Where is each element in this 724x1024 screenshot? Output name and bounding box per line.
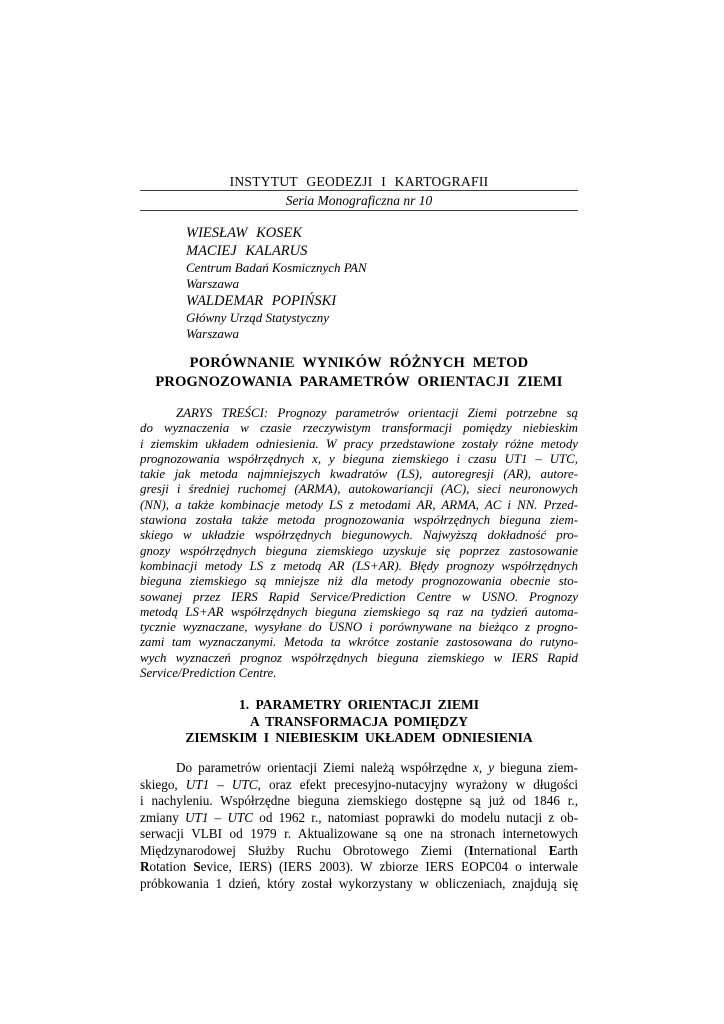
author-affiliation: Centrum Badań Kosmicznych PAN	[186, 260, 367, 275]
text-segment: ZIEMSKIM I NIEBIESKIM UKŁADEM ODNIESIENIA	[185, 729, 533, 745]
text-segment: PORÓWNANIE WYNIKÓW RÓŻNYCH METOD	[189, 355, 529, 371]
text-line	[140, 373, 578, 392]
text-line	[140, 559, 578, 574]
text-line	[140, 826, 578, 843]
text-segment: evice, IERS) (IERS 2003). W zbiorze IERS EOPC04 o interwale	[200, 859, 578, 875]
text-segment: S	[193, 859, 201, 875]
text-segment: , oraz efekt precesyjno-nutacyjny wyrażony w długości	[257, 776, 578, 792]
text-line	[140, 760, 578, 777]
text-segment: prognozowania współrzędnych x, y bieguna ziemskiego i czasu UT1 – UTC,	[140, 451, 578, 466]
text-segment: takie jak metoda najmniejszych kwadratów (LS), autoregresji (AR), autore-	[140, 467, 578, 482]
text-segment: serwacji VLBI od 1979 r. Aktualizowane są one na stronach internetowych	[140, 826, 578, 842]
text-segment: ZARYS TREŚCI: Prognozy parametrów orientacji Ziemi potrzebne są	[176, 406, 578, 420]
text-segment: (NN), a także kombinacje metody LS z metodami AR, ARMA, AC i NN. Przed-	[140, 497, 578, 512]
section-heading	[140, 697, 578, 746]
text-segment: kombinacji metody LS z metodą AR (LS+AR). Błędy prognozy współrzędnych	[140, 558, 578, 573]
text-segment: metodą LS+AR współrzędnych bieguna ziemskiego są raz na tydzień automa-	[140, 604, 578, 619]
author-affiliation: Warszawa	[186, 276, 239, 291]
text-line	[140, 590, 578, 605]
text-line	[140, 421, 578, 436]
text-segment: zami tam wyznaczanymi. Metoda ta wkrótce zostanie zastosowana do rutyno-	[140, 635, 578, 650]
text-line	[140, 354, 578, 373]
text-segment: Do parametrów orientacji Ziemi należą współrzędne	[176, 760, 474, 776]
text-segment: i ziemskim układem odniesienia. W pracy przedstawione zostały różne metody	[140, 436, 578, 451]
text-line	[140, 605, 578, 620]
author-affiliation: Warszawa	[186, 326, 239, 341]
text-line	[140, 793, 578, 810]
series-title: Seria Monograficzna nr 10	[285, 193, 433, 208]
text-line	[140, 452, 578, 467]
text-segment: bieguna ziemskiego są mniejsze niż dla metody prognozowania obecnie sto-	[140, 574, 578, 589]
author-name: WIESŁAW KOSEK	[186, 225, 303, 241]
text-segment: skiego,	[140, 776, 186, 792]
text-segment: UT1 – UTC	[185, 809, 254, 825]
text-line	[140, 482, 578, 497]
masthead	[140, 174, 578, 211]
text-segment: E	[548, 842, 558, 858]
text-segment: nternational	[473, 842, 549, 858]
text-segment: arth	[557, 842, 579, 858]
text-line	[140, 843, 578, 860]
text-line	[140, 635, 578, 650]
header-rule-bottom	[140, 210, 578, 211]
text-segment: sowanej przez IERS Rapid Service/Prediction Centre w USNO. Prognozy	[140, 589, 578, 604]
abstract	[140, 406, 578, 681]
text-line	[140, 513, 578, 528]
text-segment: A TRANSFORMACJA POMIĘDZY	[249, 713, 468, 729]
institute-name: INSTYTUT GEODEZJI I KARTOGRAFII	[229, 174, 489, 189]
document-page	[140, 0, 578, 892]
author-affiliation: Główny Urząd Statystyczny	[186, 310, 329, 325]
text-segment: od 1962 r., natomiast poprawki do modelu nutacji z ob-	[253, 809, 578, 825]
text-segment: gnozy współrzędnych bieguna ziemskiego uzyskuje się poprzez zastosowanie	[140, 543, 578, 558]
text-segment: bieguna ziem-	[494, 760, 578, 776]
author-name: WALDEMAR POPIŃSKI	[186, 293, 337, 309]
text-line	[140, 544, 578, 559]
text-segment: gresji i średniej ruchomej (ARMA), autokowariancji (AC), sieci neuronowych	[140, 482, 578, 497]
text-line	[140, 666, 578, 681]
text-line	[140, 777, 578, 794]
text-segment: PROGNOZOWANIA PARAMETRÓW ORIENTACJI ZIEMI	[155, 373, 563, 390]
text-line	[140, 714, 578, 730]
text-segment: 1. PARAMETRY ORIENTACJI ZIEMI	[238, 697, 480, 713]
text-segment: stawiona została także metoda prognozowania współrzędnych bieguna ziem-	[140, 513, 578, 528]
text-line	[140, 859, 578, 876]
text-segment: Service/Prediction Centre.	[140, 666, 277, 681]
text-line	[140, 697, 578, 713]
text-segment: x, y	[473, 760, 495, 776]
text-segment: Międzynarodowej Służby Ruchu Obrotowego Ziemi (	[140, 842, 469, 858]
text-line	[140, 876, 578, 893]
section-paragraph	[140, 760, 578, 892]
text-segment: I	[468, 842, 474, 858]
text-line	[140, 498, 578, 513]
authors-block	[186, 224, 578, 342]
text-segment: R	[140, 859, 150, 875]
text-line	[140, 810, 578, 827]
text-segment: próbkowania 1 dzień, który został wykorzystany w obliczeniach, znajdują się	[140, 875, 578, 891]
text-line	[140, 651, 578, 666]
text-line	[140, 620, 578, 635]
text-segment: i nachyleniu. Współrzędne bieguna ziemskiego dostępne są już od 1846 r.,	[140, 793, 578, 809]
text-segment: skiego w układzie współrzędnych biegunowych. Najwyższą dokładność pro-	[140, 528, 578, 543]
text-segment: do wyznaczenia w czasie rzeczywistym transformacji pomiędzy niebieskim	[140, 421, 578, 436]
text-line	[140, 730, 578, 746]
article-title	[140, 354, 578, 391]
text-segment: UT1 – UTC	[185, 776, 258, 792]
text-line	[140, 437, 578, 452]
text-line	[140, 406, 578, 421]
text-line	[140, 574, 578, 589]
text-segment: wych wyznaczeń prognoz współrzędnych bieguna ziemskiego w IERS Rapid	[140, 650, 578, 665]
author-name: MACIEJ KALARUS	[186, 243, 308, 259]
text-segment: tycznie wyznaczane, wysyłane do USNO i porównywane na bieżąco z progno-	[140, 620, 578, 635]
text-segment: otation	[149, 859, 194, 875]
text-segment: zmiany	[140, 809, 186, 825]
text-line	[140, 528, 578, 543]
text-line	[140, 467, 578, 482]
